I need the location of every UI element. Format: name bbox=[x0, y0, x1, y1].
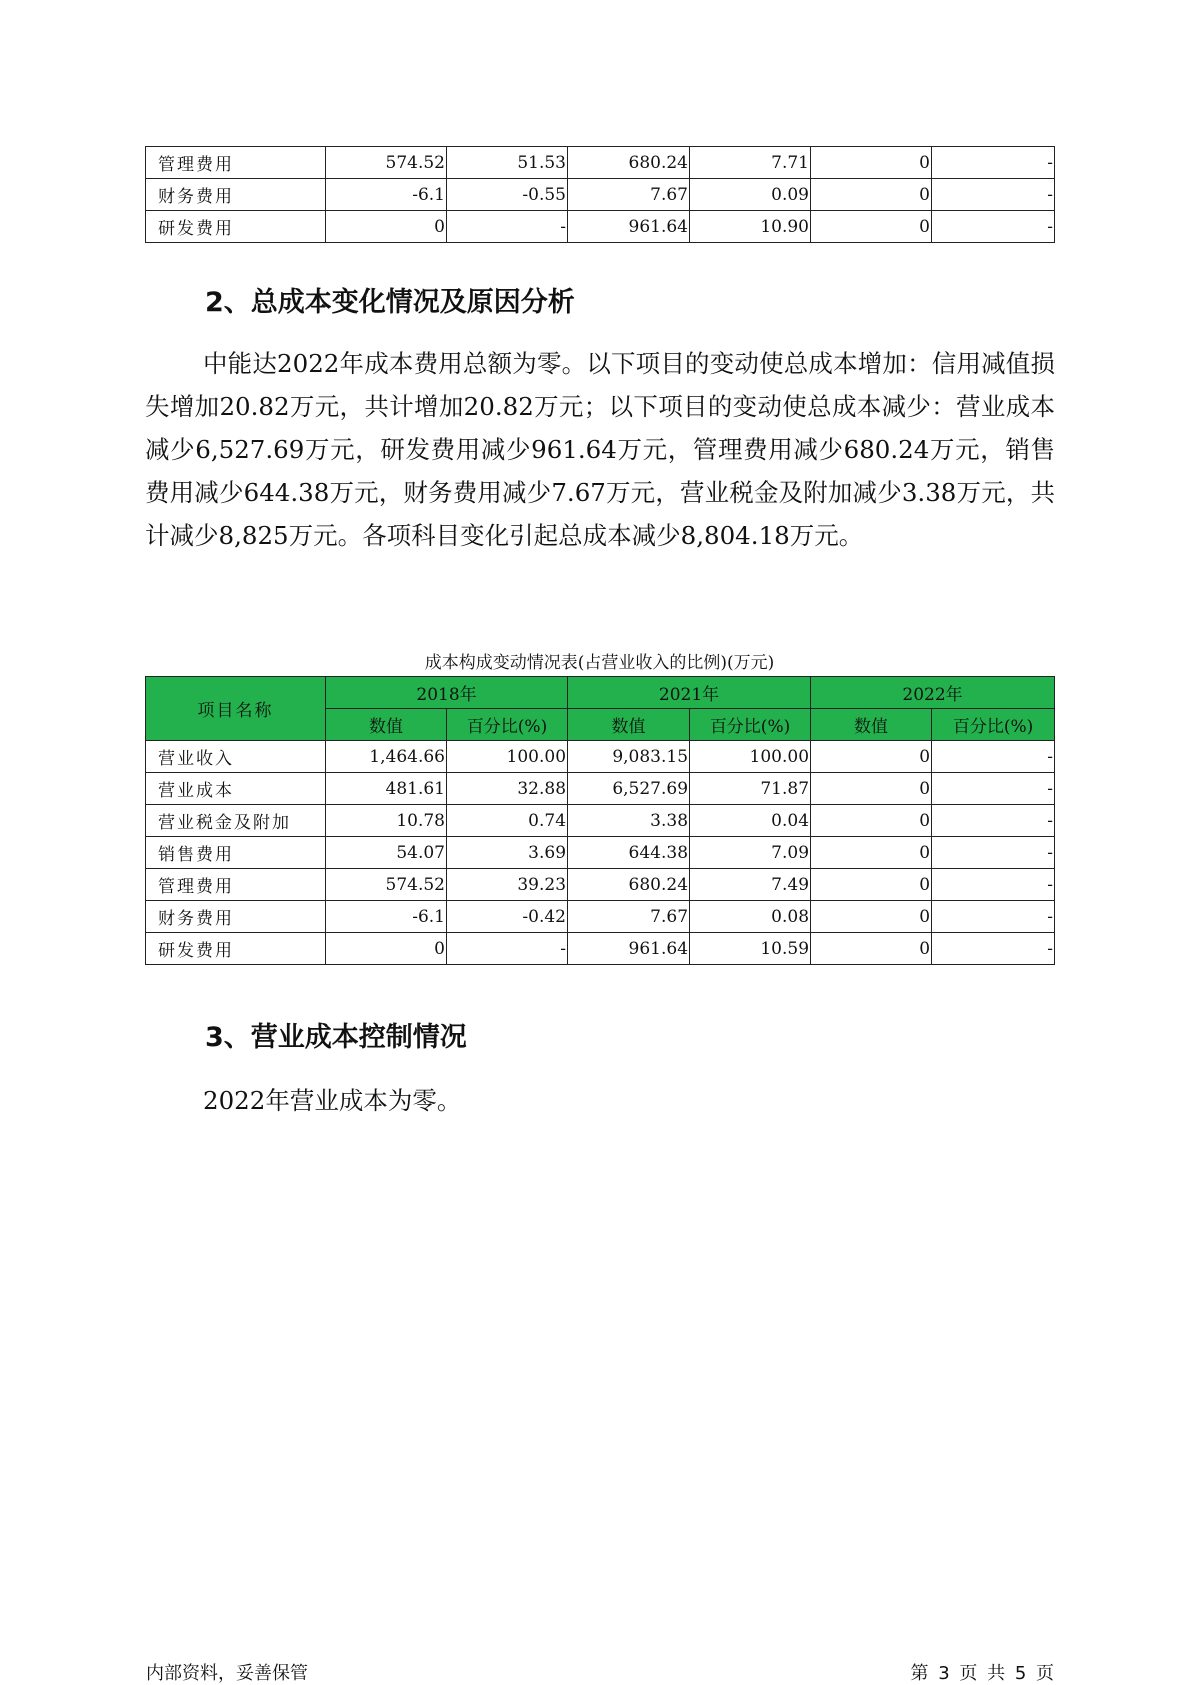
table-cell: - bbox=[932, 837, 1055, 869]
table-row bbox=[146, 933, 1055, 965]
header-percent-2018: 百分比(%) bbox=[447, 709, 568, 741]
table-row bbox=[146, 741, 1055, 773]
header-percent-2022: 百分比(%) bbox=[932, 709, 1055, 741]
table-cell: -0.42 bbox=[447, 901, 568, 933]
table-cell: - bbox=[932, 869, 1055, 901]
table-cell: 9,083.15 bbox=[568, 741, 690, 773]
table-cell: - bbox=[932, 211, 1055, 243]
table-cell: -6.1 bbox=[326, 901, 447, 933]
table-cell: 0 bbox=[811, 933, 932, 965]
table-cell: 0 bbox=[811, 741, 932, 773]
table-cell: -6.1 bbox=[326, 179, 447, 211]
table-cell: 0.08 bbox=[690, 901, 811, 933]
header-value-2018: 数值 bbox=[326, 709, 447, 741]
header-year-2022: 2022年 bbox=[811, 677, 1055, 709]
section-3-paragraph: 2022年营业成本为零。 bbox=[203, 1086, 462, 1115]
table-cell: 3.38 bbox=[568, 805, 690, 837]
footer-confidential-note: 内部资料，妥善保管 bbox=[146, 1663, 308, 1684]
table-cell: 10.90 bbox=[690, 211, 811, 243]
table-cell: 0 bbox=[811, 805, 932, 837]
table-cell: 0 bbox=[811, 901, 932, 933]
row-label: 管理费用 bbox=[146, 147, 326, 179]
table-cell: 0.09 bbox=[690, 179, 811, 211]
cost-table-header bbox=[146, 677, 1055, 741]
header-year-2021: 2021年 bbox=[568, 677, 811, 709]
header-value-2022: 数值 bbox=[811, 709, 932, 741]
table-cell: 7.09 bbox=[690, 837, 811, 869]
table-cell: 100.00 bbox=[690, 741, 811, 773]
row-label: 营业税金及附加 bbox=[146, 805, 326, 837]
row-label: 研发费用 bbox=[146, 211, 326, 243]
table-cell: - bbox=[447, 211, 568, 243]
cost-table-body bbox=[146, 741, 1055, 965]
table-cell: 644.38 bbox=[568, 837, 690, 869]
table-cell: 961.64 bbox=[568, 211, 690, 243]
table-cell: 51.53 bbox=[447, 147, 568, 179]
table-cell: 0.74 bbox=[447, 805, 568, 837]
row-label: 营业成本 bbox=[146, 773, 326, 805]
table-row bbox=[146, 869, 1055, 901]
section-2-heading: 2、总成本变化情况及原因分析 bbox=[205, 287, 575, 318]
table-cell: 7.67 bbox=[568, 179, 690, 211]
cost-structure-table bbox=[145, 676, 1055, 965]
header-row-years bbox=[146, 677, 1055, 709]
table-cell: - bbox=[932, 933, 1055, 965]
table-cell: 54.07 bbox=[326, 837, 447, 869]
table-cell: 32.88 bbox=[447, 773, 568, 805]
table-cell: 71.87 bbox=[690, 773, 811, 805]
footer-page-number: 第 3 页 共 5 页 bbox=[910, 1663, 1054, 1684]
table-cell: 7.71 bbox=[690, 147, 811, 179]
header-value-2021: 数值 bbox=[568, 709, 690, 741]
table-row bbox=[146, 179, 1055, 211]
table-cell: 0 bbox=[326, 211, 447, 243]
section-3-heading: 3、营业成本控制情况 bbox=[205, 1022, 467, 1053]
table-cell: 3.69 bbox=[447, 837, 568, 869]
table-cell: 1,464.66 bbox=[326, 741, 447, 773]
table-cell: - bbox=[932, 179, 1055, 211]
row-label: 研发费用 bbox=[146, 933, 326, 965]
table-cell: 0.04 bbox=[690, 805, 811, 837]
table-row bbox=[146, 901, 1055, 933]
table-cell: 0 bbox=[811, 211, 932, 243]
top-cost-table bbox=[145, 146, 1055, 243]
table-row bbox=[146, 211, 1055, 243]
cost-table-caption: 成本构成变动情况表(占营业收入的比例)(万元) bbox=[424, 653, 775, 673]
row-label: 财务费用 bbox=[146, 901, 326, 933]
header-item-name: 项目名称 bbox=[146, 677, 326, 741]
header-year-2018: 2018年 bbox=[326, 677, 568, 709]
table-cell: - bbox=[932, 741, 1055, 773]
table-cell: 481.61 bbox=[326, 773, 447, 805]
table-cell: 574.52 bbox=[326, 869, 447, 901]
table-cell: - bbox=[447, 933, 568, 965]
table-cell: 680.24 bbox=[568, 147, 690, 179]
table-row bbox=[146, 837, 1055, 869]
table-cell: 7.49 bbox=[690, 869, 811, 901]
top-table-body bbox=[146, 147, 1055, 243]
table-cell: 0 bbox=[811, 147, 932, 179]
table-cell: - bbox=[932, 147, 1055, 179]
row-label: 营业收入 bbox=[146, 741, 326, 773]
row-label: 财务费用 bbox=[146, 179, 326, 211]
table-cell: -0.55 bbox=[447, 179, 568, 211]
table-cell: 0 bbox=[811, 179, 932, 211]
table-cell: 680.24 bbox=[568, 869, 690, 901]
table-cell: 100.00 bbox=[447, 741, 568, 773]
table-cell: 574.52 bbox=[326, 147, 447, 179]
table-row bbox=[146, 773, 1055, 805]
table-cell: 39.23 bbox=[447, 869, 568, 901]
table-cell: 10.78 bbox=[326, 805, 447, 837]
table-cell: 10.59 bbox=[690, 933, 811, 965]
table-cell: 0 bbox=[326, 933, 447, 965]
header-percent-2021: 百分比(%) bbox=[690, 709, 811, 741]
table-row bbox=[146, 147, 1055, 179]
row-label: 管理费用 bbox=[146, 869, 326, 901]
table-cell: 961.64 bbox=[568, 933, 690, 965]
table-cell: - bbox=[932, 773, 1055, 805]
section-2-paragraph: 中能达2022年成本费用总额为零。以下项目的变动使总成本增加：信用减值损失增加20.82万元，共计增加20.82万元；以下项目的变动使总成本减少：营业成本减少6,527.69万元，研发费用减少961.64万元，管理费用减少680.24万元，销售费用减少644.38万元，财务费用减少7.67万元，营业税金及附加减少3.38万元，共计减少8,825万元。各项科目变化引起总成本减少8,804.18万元。 bbox=[145, 349, 1055, 550]
table-cell: 7.67 bbox=[568, 901, 690, 933]
row-label: 销售费用 bbox=[146, 837, 326, 869]
table-cell: - bbox=[932, 901, 1055, 933]
table-cell: 6,527.69 bbox=[568, 773, 690, 805]
table-cell: 0 bbox=[811, 869, 932, 901]
table-cell: 0 bbox=[811, 773, 932, 805]
table-row bbox=[146, 805, 1055, 837]
table-cell: - bbox=[932, 805, 1055, 837]
table-cell: 0 bbox=[811, 837, 932, 869]
